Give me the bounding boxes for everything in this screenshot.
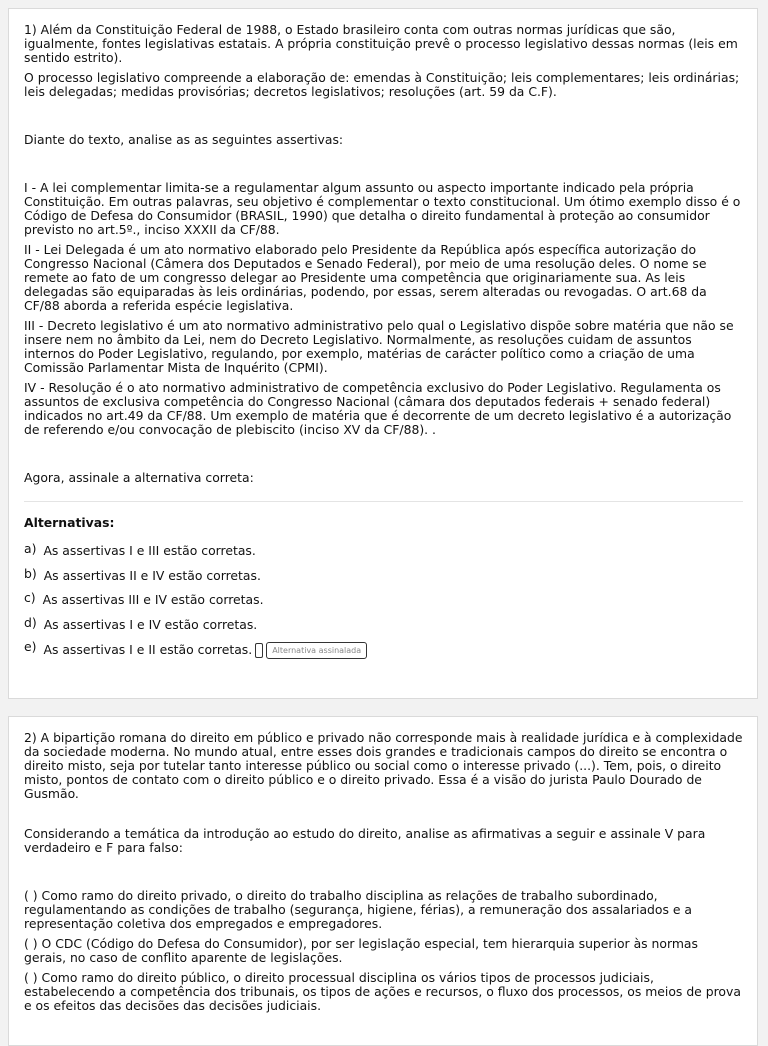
q1-intro-2: O processo legislativo compreende a elaboração de: emendas à Constituição; leis complementares; leis ordinárias; leis delegadas; medidas provisórias; decretos legislativos; resoluções (art. 59 da C.F). [24, 70, 740, 99]
alternative-letter: b) [24, 565, 37, 581]
alternatives-title: Alternativas: [24, 515, 115, 530]
q1-assertion-2: II - Lei Delegada é um ato normativo elaborado pelo Presidente da República após específica autorização do Congresso Nacional (Câmera dos Deputados e Senado Federal), por meio de uma resolução deles. O nome se remete ao fato de um congresso delegar ao Presidente uma competência que originariamente sua. As leis delegadas são equiparadas às leis ordinárias, podendo, por essas, serem alteradas ou revogadas. O art.68 da CF/88 aborda a referida espécie legislativa. [24, 242, 707, 313]
alternative-letter: a) [24, 541, 37, 556]
q1-assertion-4: IV - Resolução é o ato normativo administrativo de competência exclusivo do Poder Legislativo. Regulamenta os assuntos de exclusiva competência do Congresso Nacional (câmara dos deputados federais + senado federal) indicados no art.49 da CF/88. Um exemplo de matéria que é decorrente de um decreto legislativo é a autorização de referendo e/ou convocação de plebiscito (inciso XV da CF/88). . [24, 380, 732, 437]
alternative-text: As assertivas III e IV estão corretas. [42, 592, 264, 607]
selected-answer-badge: Alternativa assinalada [266, 642, 367, 659]
alternative-d[interactable] [24, 616, 743, 641]
question-1-card [8, 8, 758, 699]
alternative-letter: d) [24, 614, 37, 630]
alternative-a[interactable] [24, 542, 743, 567]
q2-intro: 2) A bipartição romana do direito em público e privado não corresponde mais à realidade jurídica e à complexidade da sociedade moderna. No mundo atual, entre esses dois grandes e tradicionais campos do direito se encontra o direito misto, seja por tutelar tanto interesse público ou social como o interesse privado (...). Tem, pois, o direito misto, pontos de contato com o direito público e o direito privado. Essa é a visão do jurista Paulo Dourado de Gusmão. [24, 730, 743, 801]
alternative-text [43, 640, 367, 659]
q2-statement-3: ( ) Como ramo do direito público, o direito processual disciplina os vários tipos de processos judiciais, estabelecendo a competência dos tribunais, os tipos de ações e recursos, o fluxo dos processos, os meios de prova e os efeitos das decisões das decisões judiciais. [24, 970, 741, 1013]
q1-assertion-1: I - A lei complementar limita-se a regulamentar algum assunto ou aspecto importante indicado pela própria Constituição. Em outras palavras, seu objetivo é complementar o texto constitucional. Um ótimo exemplo disso é o Código de Defesa do Consumidor (BRASIL, 1990) que detalha o direito fundamental à proteção ao consumidor previsto no art.5º., inciso XXXII da CF/88. [24, 180, 741, 237]
divider [24, 501, 743, 502]
alternative-letter: e) [24, 639, 37, 654]
q2-prompt: Considerando a temática da introdução ao estudo do direito, analise as afirmativas a seguir e assinale V para verdadeiro e F para falso: [24, 826, 706, 855]
question-2-card [8, 716, 758, 1046]
alternative-letter: c) [24, 590, 36, 605]
q1-intro-1: 1) Além da Constituição Federal de 1988, o Estado brasileiro conta com outras normas jurídicas que são, igualmente, fontes legislativas estatais. A própria constituição prevê o processo legislativo dessas normas (leis em sentido estrito). [24, 22, 738, 65]
answer-marker-box [255, 643, 263, 658]
q2-statement-2: ( ) O CDC (Código do Defesa do Consumidor), por ser legislação especial, tem hierarquia superior às normas gerais, no caso de conflito aparente de legislações. [24, 936, 698, 965]
alternative-text: As assertivas II e IV estão corretas. [43, 567, 261, 583]
q1-instruction: Agora, assinale a alternativa correta: [24, 470, 254, 485]
q1-assertion-3: III - Decreto legislativo é um ato normativo administrativo pelo qual o Legislativo dispõe sobre matéria que não se insere nem no âmbito da Lei, nem do Decreto Legislativo. Normalmente, as resoluções cuidam de assuntos internos do Poder Legislativo, regulando, por exemplo, matérias de carácter político como a criação de uma Comissão Parlamentar Mista de Inquérito (CPMI). [24, 318, 734, 375]
alternative-text-label: As assertivas I e II estão corretas. [43, 642, 253, 657]
q1-prompt: Diante do texto, analise as as seguintes assertivas: [24, 132, 344, 147]
alternative-b[interactable] [24, 567, 743, 592]
q2-statement-1: ( ) Como ramo do direito privado, o direito do trabalho disciplina as relações de trabalho subordinado, regulamentando as condições de trabalho (segurança, higiene, férias), a remuneração dos assalariados e a representação coletiva dos empregados e empregadores. [24, 888, 693, 931]
alternative-c[interactable] [24, 591, 743, 616]
alternative-e[interactable] [24, 640, 743, 665]
alternative-text: As assertivas I e III estão corretas. [43, 543, 256, 558]
alternative-text: As assertivas I e IV estão corretas. [43, 616, 258, 632]
